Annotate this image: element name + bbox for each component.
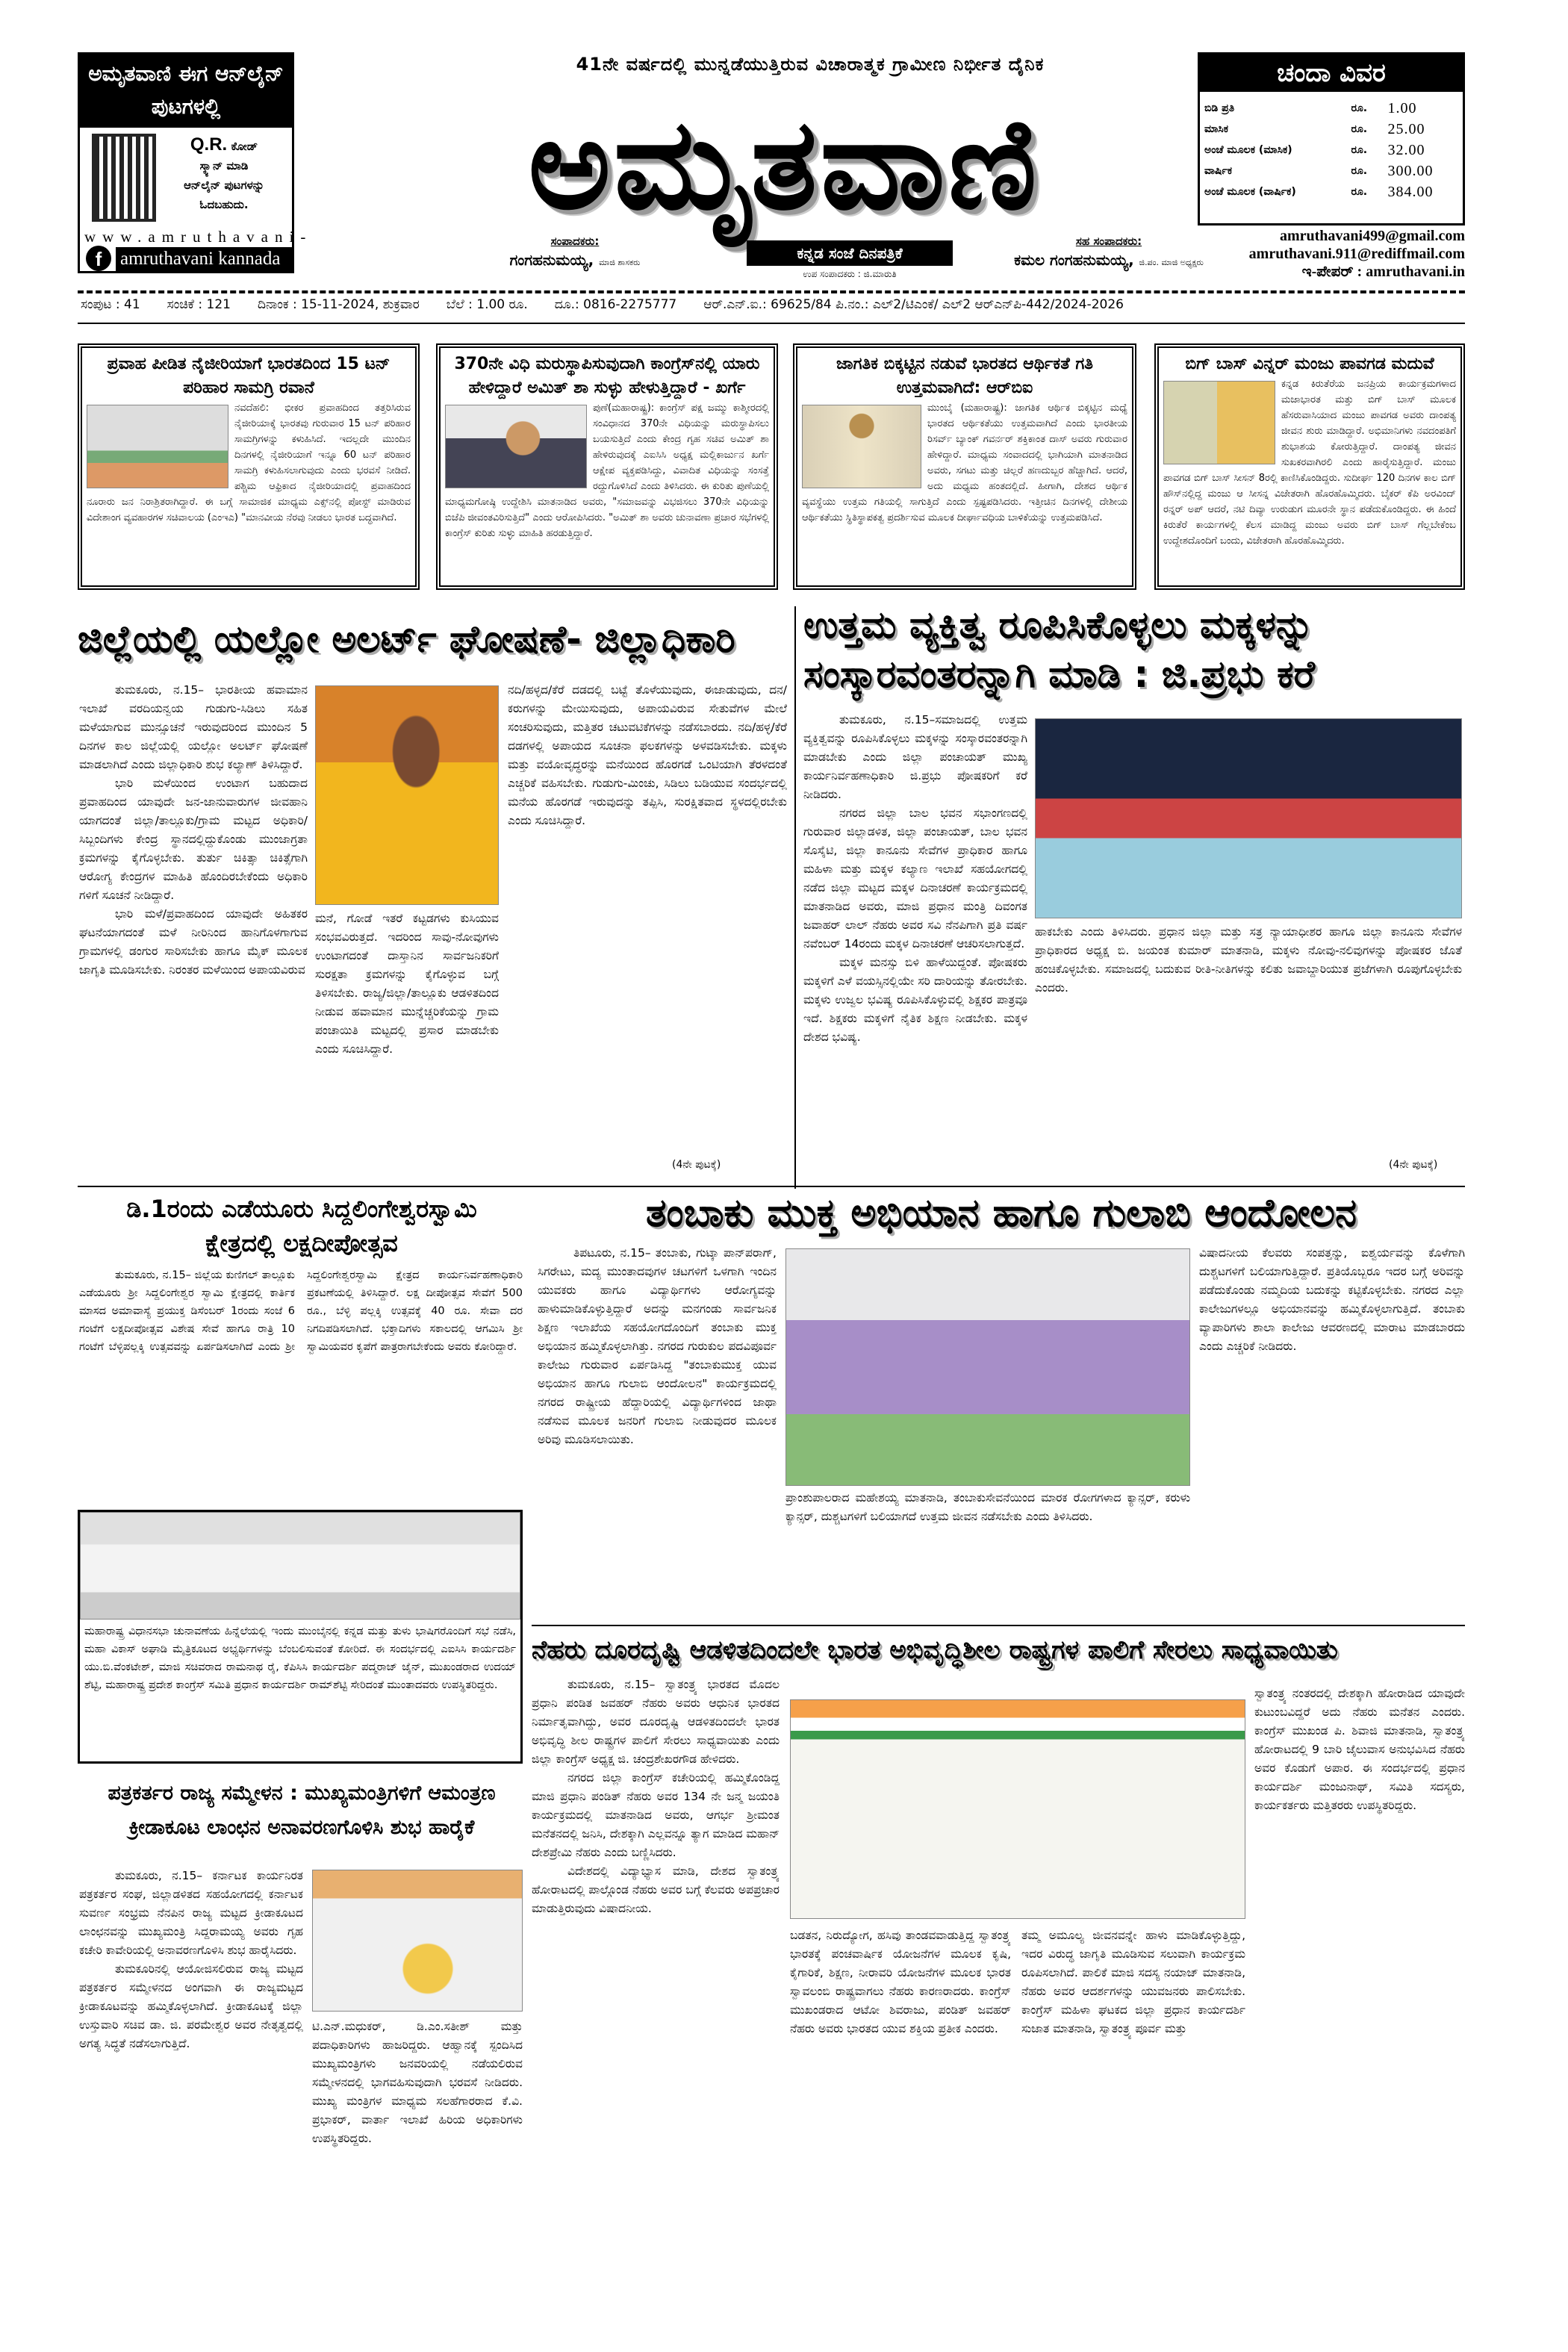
- top-story-rbi[interactable]: [793, 343, 1136, 590]
- subscription-label: ಮಾಸಿಕ: [1204, 123, 1228, 135]
- subscription-row: [1200, 140, 1463, 161]
- email-primary[interactable]: amruthavani499@gmail.com: [1279, 228, 1465, 244]
- co-editor-role: ಸಹ ಸಂಪಾದಕರು:: [1075, 234, 1142, 248]
- top-story-headline: ಪ್ರವಾಹ ಪೀಡಿತ ನೈಜೀರಿಯಾಗೆ ಭಾರತದಿಂದ 15 ಟನ್ ಪರಿಹಾರ ಸಾಮಗ್ರಿ ರವಾನೆ: [107, 355, 391, 397]
- phone: ದೂ.: 0816-2275777: [554, 297, 677, 312]
- facebook-icon: f: [86, 246, 111, 271]
- top-story-body: ಮುಂಬೈ (ಮಹಾರಾಷ್ಟ್ರ): ಜಾಗತಿಕ ಆರ್ಥಿಕ ಬಿಕ್ಕಟ್ಟಿನ ಮಧ್ಯೆ ಭಾರತದ ಆರ್ಥಿಕತೆಯು ಉತ್ತಮವಾಗಿದೆ ಎಂದು ಭಾರತೀಯ ರಿಸರ್ವ್ ಬ್ಯಾಂಕ್ ಗವರ್ನರ್ ಶಕ್ತಿಕಾಂತ ದಾಸ್ ಅವರು ಗುರುವಾರ ಹೇಳಿದ್ದಾರೆ. ಮಾಧ್ಯಮ ಸಂವಾದದಲ್ಲಿ ಭಾಗಿಯಾಗಿ ಮಾತನಾಡಿದ ಅವರು, ಸಗಟು ಮತ್ತು ಚಿಲ್ಲರೆ ಹಣದುಬ್ಬರ ಹೆಚ್ಚಾಗಿದೆ. ಆದರೆ, ಅದು ಮಧ್ಯಮ ಹಂತದಲ್ಲಿದೆ. ಹೀಗಾಗಿ, ದೇಶದ ಆರ್ಥಿಕ ವ್ಯವಸ್ಥೆಯು ಉತ್ತಮ ಗತಿಯಲ್ಲಿ ಸಾಗುತ್ತಿದೆ ಎಂದು ಸ್ಪಷ್ಟಪಡಿಸಿದರು. ಇತ್ತೀಚಿನ ದಿನಗಳಲ್ಲಿ ದೇಶೀಯ ಆರ್ಥಿಕತೆಯು ಸ್ಥಿತಿಸ್ಥಾಪಕತ್ವ ಪ್ರದರ್ಶಿಸುವ ಮೂಲಕ ದೀರ್ಘಾವಧಿಯ ಬಾಳಿಕೆಯನ್ನು ಉತ್ತಮಪಡಿಸಿದೆ.: [802, 402, 1127, 523]
- qr-instructions: [161, 135, 287, 214]
- rbi-governor-photo: [802, 405, 921, 488]
- subscription-amount: 32.00: [1387, 142, 1425, 158]
- top-story-body: ಕನ್ನಡ ಕಿರುತೆರೆಯ ಜನಪ್ರಿಯ ಕಾರ್ಯಕ್ರಮಗಳಾದ ಮಜಾಭಾರತ ಮತ್ತು ಬಿಗ್ ಬಾಸ್ ಮೂಲಕ ಹೆಸರುವಾಸಿಯಾದ ಮಂಜು ಪಾವಗಡ ಅವರು ದಾಂಪತ್ಯ ಜೀವನ ಶುರು ಮಾಡಿದ್ದಾರೆ. ಅಭಿಮಾನಿಗಳು ನವದಂಪತಿಗೆ ಶುಭಾಶಯ ಕೋರುತ್ತಿದ್ದಾರೆ. ದಾಂಪತ್ಯ ಜೀವನ ಸುಖಕರವಾಗಿರಲಿ ಎಂದು ಹಾರೈಸುತ್ತಿದ್ದಾರೆ. ಮಂಜು ಪಾವಗಡ ಬಿಗ್ ಬಾಸ್ ಸೀಸನ್ 8ರಲ್ಲಿ ಕಾಣಿಸಿಕೊಂಡಿದ್ದರು. ಸುದೀರ್ಘ 120 ದಿನಗಳ ಕಾಲ ಬಿಗ್ ಹೌಸ್‌ನಲ್ಲಿದ್ದ ಮಂಜು ಆ ಸೀಸನ್ನ ವಿಜೇತರಾಗಿ ಹೊರಹೊಮ್ಮಿದರು. ಬೈಕರ್ ಕೆಪಿ ಅರವಿಂದ್ ರನ್ನರ್ ಅಪ್ ಆದರೆ, ನಟಿ ದಿವ್ಯಾ ಉರುಡುಗ ಮೂರನೇ ಸ್ಥಾನ ಪಡೆದುಕೊಂಡಿದ್ದರು. ಈ ಹಿಂದೆ ಕಿರುತೆರೆ ಕಾರ್ಯಗಳಲ್ಲಿ ಕೆಲಸ ಮಾಡಿದ್ದ ಮಂಜು ಅವರು ಬಿಗ್ ಬಾಸ್ ಗೆಲ್ಲಬೇಕೆಂಬ ಉದ್ದೇಶದೊಂದಿಗೆ ಬಂದು, ವಿಜೇತರಾಗಿ ಹೊರಹೊಮ್ಮಿದರು.: [1163, 379, 1456, 547]
- relief-material-photo: [87, 405, 228, 488]
- subscription-label: ಅಂಚೆ ಮೂಲಕ (ವಾರ್ಷಿಕ): [1204, 186, 1296, 198]
- volume: ಸಂಪುಟ : 41: [81, 297, 140, 312]
- wedding-photo: [1163, 381, 1275, 464]
- nehru-jayanti-photo: [790, 1699, 1245, 1919]
- continued-label[interactable]: (4ನೇ ಪುಟಕ್ಕೆ): [672, 1159, 721, 1171]
- price: ಬೆಲೆ : 1.00 ರೂ.: [446, 297, 528, 312]
- top-story-headline: ಜಾಗತಿಕ ಬಿಕ್ಕಟ್ಟಿನ ನಡುವೆ ಭಾರತದ ಆರ್ಥಿಕತೆ ಗತಿ ಉತ್ತಮವಾಗಿದೆ: ಆರ್‌ಬಿಐ: [836, 355, 1093, 397]
- lakshadeepotsava-body: [79, 1266, 523, 1490]
- top-story-bigboss[interactable]: [1154, 343, 1465, 590]
- registration: ಆರ್.ಎನ್.ಐ.: 69625/84 ಪಿ.ನಂ.: ಎಲ್2/ಟಿಎಂಕೆ/ ಎಲ್2 ಆರ್‌ಎನ್‌ಪಿ-442/2024-2026: [703, 297, 1124, 312]
- paragraph: ವಿದೇಶದಲ್ಲಿ ವಿದ್ಯಾಭ್ಯಾಸ ಮಾಡಿ, ದೇಶದ ಸ್ವಾತಂತ್ರ್ಯ ಹೋರಾಟದಲ್ಲಿ ಪಾಲ್ಗೊಂಡ ನೆಹರು ಅವರ ಬಗ್ಗೆ ಕೆಲವರು ಅಪಪ್ರಚಾರ ಮಾಡುತ್ತಿರುವುದು ವಿಷಾದನೀಯ.: [532, 1864, 780, 1915]
- issue-date: ದಿನಾಂಕ : 15-11-2024, ಶುಕ್ರವಾರ: [257, 297, 420, 312]
- subscription-amount: 384.00: [1387, 184, 1434, 200]
- headline-lakshadeepotsava-2: ಕ್ಷೇತ್ರದಲ್ಲಿ ಲಕ್ಷದೀಪೋತ್ಸವ: [205, 1229, 398, 1257]
- epaper-link[interactable]: ಇ-ಪೇಪರ್ : amruthavani.in: [1301, 264, 1465, 280]
- subscription-table: [1200, 98, 1463, 202]
- district-collector-photo: [315, 685, 499, 905]
- currency: ರೂ.: [1351, 102, 1368, 114]
- qr-line1: ಕೋಡ್: [231, 140, 258, 153]
- paragraph: ಮಕ್ಕಳ ಮನಸ್ಸು ಬಿಳಿ ಹಾಳೆಯಿದ್ದಂತೆ. ಪೋಷಕರು ಮಕ್ಕಳಿಗೆ ಎಳೆ ವಯಸ್ಸಿನಲ್ಲಿಯೇ ಸರಿ ದಾರಿಯನ್ನು ತೋರಬೇಕು. ಮಕ್ಕಳು ಉಜ್ವಲ ಭವಿಷ್ಯ ರೂಪಿಸಿಕೊಳ್ಳುವಲ್ಲಿ ಶಿಕ್ಷಕರ ಪಾತ್ರವೂ ಇದೆ. ಶಿಕ್ಷಕರು ಮಕ್ಕಳಿಗೆ ನೈತಿಕ ಶಿಕ್ಷಣ ನೀಡಬೇಕು. ಮಕ್ಕಳ ದೇಶದ ಭವಿಷ್ಯ.: [803, 956, 1027, 1044]
- yellow-alert-col3: [508, 681, 787, 1156]
- headline-yellow-alert: ಜಿಲ್ಲೆಯಲ್ಲಿ ಯಲ್ಲೋ ಅಲರ್ಟ್ ಘೋಷಣೆ- ಜಿಲ್ಲಾಧಿಕಾರಿ: [78, 617, 735, 661]
- paragraph: ತುಮಕೂರು, ನ.15–ಸಮಾಜದಲ್ಲಿ ಉತ್ತಮ ವ್ಯಕ್ತಿತ್ವವನ್ನು ರೂಪಿಸಿಕೊಳ್ಳಲು ಮಕ್ಕಳನ್ನು ಸಂಸ್ಕಾರವಂತರನ್ನಾಗಿ ಮಾಡಬೇಕು ಎಂದು ಜಿಲ್ಲಾ ಪಂಚಾಯತ್ ಮುಖ್ಯ ಕಾರ್ಯನಿರ್ವಹಣಾಧಿಕಾರಿ ಜಿ.ಪ್ರಭು ಪೋಷಕರಿಗೆ ಕರೆ ನೀಡಿದರು.: [803, 713, 1027, 801]
- facebook-handle: amruthavani kannada: [116, 247, 292, 271]
- co-editor-title: ಜಿ.ಪಂ. ಮಾಜಿ ಅಧ್ಯಕ್ಷರು: [1139, 258, 1204, 267]
- photo-caption: ಮಹಾರಾಷ್ಟ್ರ ವಿಧಾನಸಭಾ ಚುನಾವಣೆಯ ಹಿನ್ನೆಲೆಯಲ್ಲಿ ಇಂದು ಮುಂಬೈನಲ್ಲಿ ಕನ್ನಡ ಮತ್ತು ತುಳು ಭಾಷಿಗರೊಂದಿಗೆ ಸಭೆ ನಡೆಸಿ, ಮಹಾ ವಿಕಾಸ್ ಅಘಾಡಿ ಮೈತ್ರಿಕೂಟದ ಅಭ್ಯರ್ಥಿಗಳನ್ನು ಬೆಂಬಲಿಸುವಂತೆ ಕೋರಿದೆ. ಈ ಸಂದರ್ಭದಲ್ಲಿ ಎಐಸಿಸಿ ಕಾರ್ಯದರ್ಶಿ ಯು.ಬಿ.ವೆಂಕಟೇಶ್, ಮಾಜಿ ಸಚಿವರಾದ ರಾಮನಾಥ ರೈ, ಕೆಪಿಸಿಸಿ ಕಾರ್ಯದರ್ಶಿ ಪದ್ಮರಾಜ್ ಜೈನ್, ಮುಖಂಡರಾದ ಉದಯ್ ಶೆಟ್ಟಿ, ಮಹಾರಾಷ್ಟ್ರ ಪ್ರದೇಶ ಕಾಂಗ್ರೆಸ್ ಸಮಿತಿ ಪ್ರಧಾನ ಕಾರ್ಯದರ್ಶಿ ರಾಮ್‌ಶೆಟ್ಟಿ ಸೇರಿದಂತೆ ಮುಂತಾದವರು ಉಪಸ್ಥಿತರಿದ್ದರು.: [84, 1625, 516, 1691]
- facebook-link[interactable]: [86, 247, 290, 271]
- qr-code-icon[interactable]: [92, 134, 156, 222]
- paragraph: ಭಾರಿ ಮಳೆಯಿಂದ ಉಂಟಾಗ ಬಹುದಾದ ಪ್ರವಾಹದಿಂದ ಯಾವುದೇ ಜನ-ಜಾನುವಾರುಗಳ ಜೀವಹಾನಿ ಯಾಗದಂತೆ ಜಿಲ್ಲಾ/ತಾಲ್ಲೂಕು/ಗ್ರಾಮ ಮಟ್ಟದ ಅಧಿಕಾರಿ/ಸಿಬ್ಬಂದಿಗಳು ಕೇಂದ್ರ ಸ್ಥಾನದಲ್ಲಿದ್ದುಕೊಂಡು ಮುಂಜಾಗ್ರತಾ ಕ್ರಮಗಳನ್ನು ಕೈಗೊಳ್ಳಬೇಕು. ತುರ್ತು ಚಿಕಿತ್ಸಾ ಚಿಕಿತ್ಸೆಗಾಗಿ ಆರೋಗ್ಯ ಕೇಂದ್ರಗಳ ಮಾಹಿತಿ ಹೊಂದಿರಬೇಕೆಂದು ಅಧಿಕಾರಿ ಗಳಿಗೆ ಸೂಚನೆ ನೀಡಿದ್ದಾರೆ.: [79, 777, 308, 902]
- subscription-amount: 25.00: [1387, 121, 1425, 137]
- subscription-label: ವಾರ್ಷಿಕ: [1204, 165, 1233, 177]
- currency: ರೂ.: [1351, 144, 1368, 156]
- paragraph: ನಗರದ ಜಿಲ್ಲಾ ಬಾಲ ಭವನ ಸಭಾಂಗಣದಲ್ಲಿ ಗುರುವಾರ ಜಿಲ್ಲಾಡಳಿತ, ಜಿಲ್ಲಾ ಪಂಚಾಯತ್, ಬಾಲ ಭವನ ಸೊಸೈಟಿ, ಜಿಲ್ಲಾ ಕಾನೂನು ಸೇವೆಗಳ ಪ್ರಾಧಿಕಾರ ಹಾಗೂ ಮಹಿಳಾ ಮತ್ತು ಮಕ್ಕಳ ಕಲ್ಯಾಣ ಇಲಾಖೆ ಸಹಯೋಗದಲ್ಲಿ ನಡೆದ ಜಿಲ್ಲಾ ಮಟ್ಟದ ಮಕ್ಕಳ ದಿನಾಚರಣೆ ಕಾರ್ಯಕ್ರಮದಲ್ಲಿ ಮಾತನಾಡಿದ ಅವರು, ಮಾಜಿ ಪ್ರಧಾನ ಮಂತ್ರಿ ದಿವಂಗತ ಜವಾಹರ್ ಲಾಲ್ ನೆಹರು ಅವರ ಸವಿ ನೆನಪಿಗಾಗಿ ಪ್ರತಿ ವರ್ಷ ನವೆಂಬರ್ 14ರಂದು ಮಕ್ಕಳ ದಿನಾಚರಣೆ ಆಚರಿಸಲಾಗುತ್ತದೆ.: [803, 806, 1027, 951]
- online-edition-promo: [78, 52, 313, 273]
- paragraph: ನಗರದ ಜಿಲ್ಲಾ ಕಾಂಗ್ರೆಸ್ ಕಚೇರಿಯಲ್ಲಿ ಹಮ್ಮಿಕೊಂಡಿದ್ದ ಮಾಜಿ ಪ್ರಧಾನಿ ಪಂಡಿತ್ ನೆಹರು ಅವರ 134 ನೇ ಜನ್ಮ ಜಯಂತಿ ಕಾರ್ಯಕ್ರಮದಲ್ಲಿ ಮಾತನಾಡಿದ ಅವರು, ಆಗರ್ಭ ಶ್ರೀಮಂತ ಮನೆತನದಲ್ಲಿ ಜನಿಸಿ, ದೇಶಕ್ಕಾಗಿ ಎಲ್ಲವನ್ನೂ ತ್ಯಾಗ ಮಾಡಿದ ಮಹಾನ್ ದೇಶಪ್ರೇಮಿ ನೆಹರು ಎಂದು ಬಣ್ಣಿಸಿದರು.: [532, 1771, 780, 1859]
- meeting-photo: [80, 1512, 520, 1620]
- issue-number: ಸಂಚಿಕೆ : 121: [167, 297, 231, 312]
- paper-type: ಕನ್ನಡ ಸಂಜೆ ದಿನಪತ್ರಿಕೆ: [747, 240, 953, 266]
- paragraph: ಹಾಕಬೇಕು ಎಂದು ತಿಳಿಸಿದರು. ಪ್ರಧಾನ ಜಿಲ್ಲಾ ಮತ್ತು ಸತ್ರ ನ್ಯಾಯಾಧೀಶರ ಹಾಗೂ ಜಿಲ್ಲಾ ಕಾನೂನು ಸೇವೆಗಳ ಪ್ರಾಧಿಕಾರದ ಅಧ್ಯಕ್ಷ ಬಿ. ಜಯಂತ ಕುಮಾರ್ ಮಾತನಾಡಿ, ಮಕ್ಕಳು ನೋವು-ನಲಿವುಗಳನ್ನು ಪೋಷಕರ ಜೊತೆ ಹಂಚಿಕೊಳ್ಳಬೇಕು. ಸಮಾಜದಲ್ಲಿ ಬದುಕುವ ರೀತಿ-ನೀತಿಗಳನ್ನು ಕಲಿತು ಜವಾಬ್ದಾರಿಯುತ ಪ್ರಜೆಗಳಾಗಿ ರೂಪುಗೊಳ್ಳಬೇಕು ಎಂದರು.: [1035, 925, 1462, 995]
- email-secondary[interactable]: amruthavani.911@rediffmail.com: [1248, 246, 1465, 262]
- tobacco-col2: [785, 1489, 1190, 1616]
- currency: ರೂ.: [1351, 123, 1368, 135]
- paragraph: ಪ್ರಾಂಶುಪಾಲರಾದ ಮಹೇಶಯ್ಯ ಮಾತನಾಡಿ, ತಂಬಾಕುಸೇವನೆಯಿಂದ ಮಾರಕ ರೋಗಗಳಾದ ಕ್ಯಾನ್ಸರ್, ಕರುಳು ಕ್ಯಾನ್ಸರ್, ದುಶ್ಚಟಗಳಿಗೆ ಬಲಿಯಾಗದೆ ಉತ್ತಮ ಜೀವನ ನಡೆಸಬೇಕು ಎಂದು ತಿಳಿಸಿದರು.: [785, 1491, 1190, 1523]
- kharge-photo: [445, 405, 587, 488]
- headline-lakshadeepotsava-1: ಡಿ.1ರಂದು ಎಡೆಯೂರು ಸಿದ್ದಲಿಂಗೇಶ್ವರಸ್ವಾಮಿ: [126, 1195, 477, 1223]
- editor-title: ಮಾಜಿ ಶಾಸಕರು: [599, 258, 641, 267]
- headline-journalists-2: ಕ್ರೀಡಾಕೂಟ ಲಾಂಛನ ಅನಾವರಣಗೊಳಿಸಿ ಶುಭ ಹಾರೈಕೆ: [128, 1816, 475, 1839]
- headline-children-1: ಉತ್ತಮ ವ್ಯಕ್ತಿತ್ವ ರೂಪಿಸಿಕೊಳ್ಳಲು ಮಕ್ಕಳನ್ನು: [803, 603, 1314, 647]
- paragraph: ತುಮಕೂರು, ನ.15– ಕರ್ನಾಟಕ ಕಾರ್ಯನಿರತ ಪತ್ರಕರ್ತರ ಸಂಘ, ಜಿಲ್ಲಾಡಳಿತದ ಸಹಯೋಗದಲ್ಲಿ ಕರ್ನಾಟಕ ಸುವರ್ಣ ಸಂಭ್ರಮ ನೆನಪಿನ ರಾಜ್ಯ ಮಟ್ಟದ ಕ್ರೀಡಾಕೂಟದ ಲಾಂಛನವನ್ನು ಮುಖ್ಯಮಂತ್ರಿ ಸಿದ್ದರಾಮಯ್ಯ ಅವರು ಗೃಹ ಕಚೇರಿ ಕಾವೇರಿಯಲ್ಲಿ ಅನಾವರಣಗೊಳಿಸಿ ಶುಭ ಹಾರೈಸಿದರು.: [79, 1869, 303, 1957]
- paragraph: ಬಡತನ, ನಿರುದ್ಯೋಗ, ಹಸಿವು ತಾಂಡವವಾಡುತ್ತಿದ್ದ ಸ್ವಾತಂತ್ರ್ಯ ಭಾರತಕ್ಕೆ ಪಂಚವಾರ್ಷಿಕ ಯೋಜನೆಗಳ ಮೂಲಕ ಕೃಷಿ, ಕೈಗಾರಿಕೆ, ಶಿಕ್ಷಣ, ನೀರಾವರಿ ಯೋಜನೆಗಳ ಮೂಲಕ ಭಾರತ ಸ್ವಾವಲಂಬಿ ರಾಷ್ಟ್ರವಾಗಲು ನೆಹರು ಕಾರಣರಾದರು. ಕಾಂಗ್ರೆಸ್ ಮುಖಂಡರಾದ ಆಟೋ ಶಿವರಾಜು, ಪಂಡಿತ್ ಜವಹರ್ ನೆಹರು ಅವರು ಭಾರತದ ಯುವ ಶಕ್ತಿಯ ಪ್ರತೀಕ ಎಂದರು.: [790, 1929, 1011, 2035]
- subscription-box: [1198, 52, 1465, 225]
- paragraph: ಟಿ.ಎನ್.ಮಧುಕರ್, ಡಿ.ಎಂ.ಸತೀಶ್ ಮತ್ತು ಪದಾಧಿಕಾರಿಗಳು ಹಾಜರಿದ್ದರು. ಆಹ್ವಾನಕ್ಕೆ ಸ್ಪಂದಿಸಿದ ಮುಖ್ಯಮಂತ್ರಿಗಳು ಜನವರಿಯಲ್ಲಿ ನಡೆಯಲಿರುವ ಸಮ್ಮೇಳನದಲ್ಲಿ ಭಾಗವಹಿಸುವುದಾಗಿ ಭರವಸೆ ನೀಡಿದರು. ಮುಖ್ಯ ಮಂತ್ರಿಗಳ ಮಾಧ್ಯಮ ಸಲಹೆಗಾರರಾದ ಕೆ.ವಿ. ಪ್ರಭಾಕರ್, ವಾರ್ತಾ ಇಲಾಖೆ ಹಿರಿಯ ಅಧಿಕಾರಿಗಳು ಉಪಸ್ಥಿತರಿದ್ದರು.: [312, 2020, 523, 2145]
- section-rule: [532, 1625, 1465, 1626]
- top-story-headline: ಬಿಗ್ ಬಾಸ್ ವಿನ್ನರ್ ಮಂಜು ಪಾವಗಡ ಮದುವೆ: [1185, 355, 1434, 373]
- editor-name: ಗಂಗಹನುಮಯ್ಯ,: [509, 251, 594, 269]
- issue-info-strip: [81, 297, 1469, 312]
- subscription-amount: 1.00: [1387, 100, 1417, 116]
- sub-editor: ಉಪ ಸಂಪಾದಕರು : ಜಿ.ಮಾರುತಿ: [803, 269, 897, 279]
- editor-role: ಸಂಪಾದಕರು:: [550, 234, 600, 248]
- top-story-nigeria[interactable]: [78, 343, 420, 590]
- nehru-col1: [532, 1676, 780, 2318]
- yellow-alert-col2: [315, 909, 499, 1174]
- headline-nehru: ನೆಹರು ದೂರದೃಷ್ಟಿ ಆಡಳಿತದಿಂದಲೇ ಭಾರತ ಅಭಿವೃದ್ಧಿಶೀಲ ರಾಷ್ಟ್ರಗಳ ಪಾಲಿಗೆ ಸೇರಲು ಸಾಧ್ಯವಾಯಿತು: [532, 1635, 1338, 1665]
- masthead-divider: [78, 290, 1465, 293]
- section-rule: [78, 1186, 1465, 1187]
- headline-tobacco: ತಂಬಾಕು ಮುಕ್ತ ಅಭಿಯಾನ ಹಾಗೂ ಗುಲಾಬಿ ಆಂದೋಲನ: [645, 1191, 1357, 1236]
- paragraph: ತುಮಕೂರು, ನ.15– ಸ್ವಾತಂತ್ರ್ಯ ಭಾರತದ ಮೊದಲ ಪ್ರಧಾನಿ ಪಂಡಿತ ಜವಹರ್ ನೆಹರು ಅವರು ಆಧುನಿಕ ಭಾರತದ ನಿರ್ಮಾತೃವಾಗಿದ್ದು, ಅವರ ದೂರದೃಷ್ಟಿ ಆಡಳಿತದಿಂದಲೇ ಭಾರತ ಅಭಿವೃದ್ಧಿ ಶೀಲ ರಾಷ್ಟ್ರಗಳ ಪಾಲಿಗೆ ಸೇರಲು ಸಾಧ್ಯವಾಯಿತು ಎಂದು ಜಿಲ್ಲಾ ಕಾಂಗ್ರೆಸ್ ಅಧ್ಯಕ್ಷ ಜಿ. ಚಂದ್ರಶೇಖರಗೌಡ ಹೇಳಿದರು.: [532, 1678, 780, 1766]
- weekday: ಶುಕ್ರವಾರ: [382, 297, 420, 312]
- website-link[interactable]: www.amruthavani-: [84, 228, 313, 246]
- paragraph: ತುಮಕೂರು, ನ.15– ಭಾರತೀಯ ಹವಾಮಾನ ಇಲಾಖೆ ವರದಿಯನ್ವಯ ಗುಡುಗು-ಸಿಡಿಲು ಸಹಿತ ಮಳೆಯಾಗುವ ಮುನ್ಸೂಚನೆ ಇರುವುದರಿಂದ ಮುಂದಿನ 5 ದಿನಗಳ ಕಾಲ ಜಿಲ್ಲೆಯಲ್ಲಿ ಯಲ್ಲೋ ಅಲರ್ಟ್ ಘೋಷಣೆ ಮಾಡಲಾಗಿದೆ ಎಂದು ಜಿಲ್ಲಾಧಿಕಾರಿ ಶುಭ ಕಲ್ಯಾಣ್ ತಿಳಿಸಿದ್ದಾರೆ.: [79, 683, 308, 771]
- editor-block: [448, 234, 702, 269]
- tobacco-rally-photo: [785, 1248, 1190, 1486]
- subscription-label: ಬಿಡಿ ಪ್ರತಿ: [1204, 102, 1235, 114]
- tobacco-col3: [1199, 1244, 1465, 1617]
- nehru-col4: [1254, 1684, 1465, 2318]
- paragraph: ತಿಪಟೂರು, ನ.15– ತಂಬಾಕು, ಗುಟ್ಕಾ ಪಾನ್‌ಪರಾಗ್, ಸಿಗರೇಟು, ಮದ್ಯ ಮುಂತಾದವುಗಳ ಚಟಗಳಿಗೆ ಒಳಗಾಗಿ ಇಂದಿನ ಯುವಕರು ಹಾಗೂ ವಿದ್ಯಾರ್ಥಿಗಳು ಆರೋಗ್ಯವನ್ನು ಹಾಳುಮಾಡಿಕೊಳ್ಳುತ್ತಿದ್ದಾರೆ ಅದನ್ನು ಮನಗಂಡು ಸಾರ್ವಜನಿಕ ಶಿಕ್ಷಣ ಇಲಾಖೆಯ ಸಹಯೋಗದೊಂದಿಗೆ ತಂಬಾಕು ಮುಕ್ತ ಅಭಿಯಾನ ಹಮ್ಮಿಕೊಳ್ಳಲಾಗಿತ್ತು. ನಗರದ ಗುರುಕುಲ ಪದವಿಪೂರ್ವ ಕಾಲೇಜು ಗುರುವಾರ ಏರ್ಪಡಿಸಿದ್ದ "ತಂಬಾಕುಮುಕ್ತ ಯುವ ಅಭಿಯಾನ ಹಾಗೂ ಗುಲಾಬಿ ಆಂದೋಲನ" ಕಾರ್ಯಕ್ರಮದಲ್ಲಿ ನಗರದ ರಾಷ್ಟ್ರೀಯ ಹೆದ್ದಾರಿಯಲ್ಲಿ ವಿದ್ಯಾರ್ಥಿಗಳಿಂದ ಜಾಥಾ ನಡೆಸುವ ಮೂಲಕ ಜನರಿಗೆ ಗುಲಾಬಿ ನೀಡುವುದರ ಮೂಲಕ ಅರಿವು ಮೂಡಿಸಲಾಯಿತು.: [538, 1246, 777, 1446]
- journalists-col1: [79, 1867, 303, 2318]
- paragraph: ತುಮಕೂರಿನಲ್ಲಿ ಆಯೋಜಿಸಲಿರುವ ರಾಜ್ಯ ಮಟ್ಟದ ಪತ್ರಕರ್ತರ ಸಮ್ಮೇಳನದ ಅಂಗವಾಗಿ ಈ ರಾಜ್ಯಮಟ್ಟದ ಕ್ರೀಡಾಕೂಟವನ್ನು ಹಮ್ಮಿಕೊಳ್ಳಲಾಗಿದೆ. ಕ್ರೀಡಾಕೂಟಕ್ಕೆ ಜಿಲ್ಲಾ ಉಸ್ತುವಾರಿ ಸಚಿವ ಡಾ. ಜಿ. ಪರಮೇಶ್ವರ ಅವರ ನೇತೃತ್ವದಲ್ಲಿ ಅಗತ್ಯ ಸಿದ್ಧತೆ ನಡೆಸಲಾಗುತ್ತಿದೆ.: [79, 1962, 303, 2050]
- promo-heading: ಅಮೃತವಾಣಿ ಈಗ ಆನ್‌ಲೈನ್ ಪುಟಗಳಲ್ಲಿ: [80, 55, 292, 128]
- qr-line4: ಓದಬಹುದು.: [199, 198, 249, 211]
- nehru-col3: [1021, 1926, 1245, 2318]
- co-editor-name: ಕಮಲ ಗಂಗಹನುಮಯ್ಯ,: [1014, 251, 1134, 269]
- co-editor-block: [993, 234, 1225, 269]
- logo-unveiling-photo: [312, 1870, 523, 2012]
- column-rule: [794, 606, 796, 1189]
- continued-label[interactable]: (4ನೇ ಪುಟಕ್ಕೆ): [1389, 1159, 1438, 1171]
- headline-children-2: ಸಂಸ್ಕಾರವಂತರನ್ನಾಗಿ ಮಾಡಿ : ಜಿ.ಪ್ರಭು ಕರೆ: [803, 653, 1316, 696]
- subscription-row: [1200, 98, 1463, 119]
- yellow-alert-col1: [79, 681, 308, 1174]
- children-col1: [803, 711, 1027, 1181]
- currency: ರೂ.: [1351, 186, 1368, 198]
- paragraph: ನದಿ/ಹಳ್ಳದ/ಕೆರೆ ದಡದಲ್ಲಿ ಬಟ್ಟೆ ತೊಳೆಯುವುದು, ಈಜಾಡುವುದು, ದನ/ಕರುಗಳನ್ನು ಮೇಯಿಸುವುದು, ಅಪಾಯವಿರುವ ಸೇತುವೆಗಳ ಮೇಲೆ ಸಂಚರಿಸುವುದು, ಮತ್ತಿತರ ಚಟುವಟಿಕೆಗಳನ್ನು ನಡೆಸಬಾರದು. ನದಿ/ಹಳ್ಳ/ಕೆರೆ ದಡಗಳಲ್ಲಿ ಅಪಾಯದ ಸೂಚನಾ ಫಲಕಗಳನ್ನು ಅಳವಡಿಸಬೇಕು. ಮಕ್ಕಳು ಮತ್ತು ವಯೋವೃದ್ಧರನ್ನು ಮನೆಯಿಂದ ಹೊರಗಡೆ ಒಂಟಿಯಾಗಿ ತೆರಳದಂತೆ ಎಚ್ಚರಿಕೆ ವಹಿಸಬೇಕು. ಗುಡುಗು-ಮಿಂಚು, ಸಿಡಿಲು ಬಡಿಯುವ ಸಂದರ್ಭದಲ್ಲಿ ಮನೆಯ ಹೊರಗಡೆ ಇರುವುದನ್ನು ತಪ್ಪಿಸಿ, ಸುರಕ್ಷಿತವಾದ ಸ್ಥಳದಲ್ಲಿರಬೇಕು ಎಂದು ಸೂಚಿಸಿದ್ದಾರೆ.: [508, 683, 787, 827]
- nehru-col2: [790, 1926, 1011, 2318]
- top-story-body: ನವದೆಹಲಿ: ಭೀಕರ ಪ್ರವಾಹದಿಂದ ತತ್ತರಿಸಿರುವ ನೈಜೀರಿಯಾಕ್ಕೆ ಭಾರತವು ಗುರುವಾರ 15 ಟನ್ ಪರಿಹಾರ ಸಾಮಗ್ರಿಗಳನ್ನು ಕಳುಹಿಸಿದೆ. ಇದಲ್ಲದೇ ಮುಂದಿನ ದಿನಗಳಲ್ಲಿ ನೈಜೀರಿಯಾಗೆ ಇನ್ನೂ 60 ಟನ್ ಪರಿಹಾರ ಸಾಮಗ್ರಿ ಕಳುಹಿಸಲಾಗುವುದು ಎಂದು ಭರವಸೆ ನೀಡಿದೆ. ಪಶ್ಚಿಮ ಆಫ್ರಿಕಾದ ನೈಜೀರಿಯಾದಲ್ಲಿ ಪ್ರವಾಹದಿಂದ ನೂರಾರು ಜನ ನಿರಾಶ್ರಿತರಾಗಿದ್ದಾರೆ. ಈ ಬಗ್ಗೆ ಸಾಮಾಜಿಕ ಮಾಧ್ಯಮ ಎಕ್ಸ್‌ನಲ್ಲಿ ಪೋಸ್ಟ್ ಮಾಡಿರುವ ವಿದೇಶಾಂಗ ವ್ಯವಹಾರಗಳ ಸಚಿವಾಲಯ (ಎಂಇಎ) "ಮಾನವೀಯ ನೆರವು ನೀಡಲು ಭಾರತ ಬದ್ಧವಾಗಿದೆ.: [87, 402, 411, 523]
- newspaper-title: ಅಮೃತವಾಣಿ: [528, 91, 1040, 237]
- currency: ರೂ.: [1351, 165, 1368, 177]
- qr-line2: ಸ್ಕ್ಯಾನ್ ಮಾಡಿ: [199, 159, 249, 172]
- paragraph: ತುಮಕೂರು, ನ.15– ಜಿಲ್ಲೆಯ ಕುಣಿಗಲ್ ತಾಲ್ಲೂಕು ಎಡೆಯೂರು ಶ್ರೀ ಸಿದ್ದಲಿಂಗೇಶ್ವರ ಸ್ವಾಮಿ ಕ್ಷೇತ್ರದಲ್ಲಿ ಕಾರ್ತಿಕ ಮಾಸದ ಅಮಾವಾಸ್ಯೆ ಪ್ರಯುಕ್ತ ಡಿಸೆಂಬರ್ 1ರಂದು ಸಂಜೆ 6 ಗಂಟೆಗೆ ಲಕ್ಷದೀಪೋತ್ಸವ ವಿಶೇಷ ಸೇವೆ ಹಾಗೂ ರಾತ್ರಿ 10 ಗಂಟೆಗೆ ಬೆಳ್ಳಿಪಲ್ಲಕ್ಕಿ ಉತ್ಸವವನ್ನು ಏರ್ಪಡಿಸಲಾಗಿದೆ ಎಂದು ಶ್ರೀ ಸಿದ್ದಲಿಂಗೇಶ್ವರಸ್ವಾಮಿ ಕ್ಷೇತ್ರದ ಕಾರ್ಯನಿರ್ವಹಣಾಧಿಕಾರಿ ಪ್ರಕಟಣೆಯಲ್ಲಿ ತಿಳಿಸಿದ್ದಾರೆ. ಲಕ್ಷ ದೀಪೋತ್ಸವ ಸೇವೆಗೆ 500 ರೂ., ಬೆಳ್ಳಿ ಪಲ್ಲಕ್ಕಿ ಉತ್ಸವಕ್ಕೆ 40 ರೂ. ಸೇವಾ ದರ ನಿಗದಿಪಡಿಸಲಾಗಿದೆ. ಭಕ್ತಾದಿಗಳು ಸಕಾಲದಲ್ಲಿ ಆಗಮಿಸಿ ಶ್ರೀ ಸ್ವಾಮಿಯವರ ಕೃಪೆಗೆ ಪಾತ್ರರಾಗಬೇಕೆಂದು ಅವರು ಕೋರಿದ್ದಾರೆ.: [79, 1269, 523, 1353]
- paragraph: ಮನೆ, ಗೋಡೆ ಇತರೆ ಕಟ್ಟಡಗಳು ಕುಸಿಯುವ ಸಂಭವವಿರುತ್ತದೆ. ಇದರಿಂದ ಸಾವು-ನೋವುಗಳು ಉಂಟಾಗದಂತೆ ದಾಸ್ತಾನಿನ ಸಾರ್ವಜನಿಕರಿಗೆ ಸುರಕ್ಷತಾ ಕ್ರಮಗಳನ್ನು ಕೈಗೊಳ್ಳುವ ಬಗ್ಗೆ ತಿಳಿಸಬೇಕು. ರಾಜ್ಯ/ಜಿಲ್ಲಾ/ತಾಲ್ಲೂಕು ಆಡಳಿತದಿಂದ ನೀಡುವ ಹವಾಮಾನ ಮುನ್ನೆಚ್ಚರಿಕೆಯನ್ನು ಗ್ರಾಮ ಪಂಚಾಯಿತಿ ಮಟ್ಟದಲ್ಲಿ ಪ್ರಸಾರ ಮಾಡಬೇಕು ಎಂದು ಸೂಚಿಸಿದ್ದಾರೆ.: [315, 912, 499, 1056]
- paragraph: ತಮ್ಮ ಅಮೂಲ್ಯ ಜೀವನವನ್ನೇ ಹಾಳು ಮಾಡಿಕೊಳ್ಳುತ್ತಿದ್ದು, ಇದರ ವಿರುದ್ಧ ಜಾಗೃತಿ ಮೂಡಿಸುವ ಸಲುವಾಗಿ ಕಾರ್ಯಕ್ರಮ ರೂಪಿಸಲಾಗಿದೆ. ಪಾಲಿಕೆ ಮಾಜಿ ಸದಸ್ಯ ನಯಾಜ್ ಮಾತನಾಡಿ, ನೆಹರು ಅವರ ಆದರ್ಶಗಳನ್ನು ಯುವಜನರು ಪಾಲಿಸಬೇಕು. ಕಾಂಗ್ರೆಸ್ ಮಹಿಳಾ ಘಟಕದ ಜಿಲ್ಲಾ ಪ್ರಧಾನ ಕಾರ್ಯದರ್ಶಿ ಸುಜಾತ ಮಾತನಾಡಿ, ಸ್ವಾತಂತ್ರ್ಯ ಪೂರ್ವ ಮತ್ತು: [1021, 1929, 1245, 2035]
- journalists-col2: [312, 2017, 523, 2318]
- subscription-row: [1200, 119, 1463, 140]
- childrens-day-photo: [1035, 718, 1462, 918]
- headline-journalists-1: ಪತ್ರಕರ್ತರ ರಾಜ್ಯ ಸಮ್ಮೇಳನ : ಮುಖ್ಯಮಂತ್ರಿಗಳಿಗೆ ಆಮಂತ್ರಣ: [108, 1782, 496, 1805]
- top-story-kharge[interactable]: [436, 343, 778, 590]
- subscription-label: ಅಂಚೆ ಮೂಲಕ (ಮಾಸಿಕ): [1204, 144, 1292, 156]
- qr-label: Q.R.: [190, 134, 228, 155]
- paragraph: ವಿಷಾದನೀಯ ಕೆಲವರು ಸಂಪತ್ತನ್ನು, ಐಶ್ವರ್ಯವನ್ನು ಕೊಳೆಗಾಗಿ ದುಶ್ಚಟಗಳಿಗೆ ಬಲಿಯಾಗುತ್ತಿದ್ದಾರೆ. ಪ್ರತಿಯೊಬ್ಬರೂ ಇದರ ಬಗ್ಗೆ ಅರಿವನ್ನು ಪಡೆದುಕೊಂಡು ನಮ್ಮದಿಯ ಬದುಕನ್ನು ಕಟ್ಟಿಕೊಳ್ಳಬೇಕು. ನಗರದ ಎಲ್ಲಾ ಕಾಲೇಜುಗಳಲ್ಲೂ ಅಭಿಯಾನವನ್ನು ಹಮ್ಮಿಕೊಳ್ಳಲಾಗುತ್ತಿದೆ. ತಂಬಾಕು ವ್ಯಾಪಾರಿಗಳು ಶಾಲಾ ಕಾಲೇಜು ಆವರಣದಲ್ಲಿ ಮಾರಾಟ ಮಾಡಬಾರದು ಎಂದು ಎಚ್ಚರಿಕೆ ನೀಡಿದರು.: [1199, 1246, 1465, 1353]
- info-divider: [78, 323, 1465, 324]
- subscription-row: [1200, 161, 1463, 181]
- tobacco-col1: [538, 1244, 777, 1617]
- subscription-amount: 300.00: [1387, 163, 1434, 179]
- qr-line3: ಆನ್‌ಲೈನ್ ಪುಟಗಳನ್ನು: [184, 178, 264, 192]
- subscription-heading: ಚಂದಾ ವಿವರ: [1200, 55, 1463, 92]
- paragraph: ಸ್ವಾತಂತ್ರ್ಯ ನಂತರದಲ್ಲಿ ದೇಶಕ್ಕಾಗಿ ಹೋರಾಡಿದ ಯಾವುದೇ ಕುಟುಂಬವಿದ್ದರೆ ಅದು ನೆಹರು ಮನೆತನ ಎಂದರು. ಕಾಂಗ್ರೆಸ್ ಮುಖಂಡ ಪಿ. ಶಿವಾಜಿ ಮಾತನಾಡಿ, ಸ್ವಾತಂತ್ರ್ಯ ಹೋರಾಟದಲ್ಲಿ 9 ಬಾರಿ ಜೈಲುವಾಸ ಅನುಭವಿಸಿದ ನೆಹರು ಅವರ ಕೊಡುಗೆ ಅಪಾರ. ಈ ಸಂದರ್ಭದಲ್ಲಿ ಪ್ರಧಾನ ಕಾರ್ಯದರ್ಶಿ ಮಂಜುನಾಥ್, ಸಮಿತಿ ಸದಸ್ಯರು, ಕಾರ್ಯಕರ್ತರು ಮತ್ತಿತರರು ಉಪಸ್ಥಿತರಿದ್ದರು.: [1254, 1687, 1465, 1812]
- top-story-body: ಪುಣೆ(ಮಹಾರಾಷ್ಟ್ರ): ಕಾಂಗ್ರೆಸ್ ಪಕ್ಷ ಜಮ್ಮು ಕಾಶ್ಮೀರದಲ್ಲಿ ಸಂವಿಧಾನದ 370ನೇ ವಿಧಿಯನ್ನು ಮರುಸ್ಥಾಪಿಸಲು ಬಯಸುತ್ತಿದೆ ಎಂದು ಕೇಂದ್ರ ಗೃಹ ಸಚಿವ ಅಮಿತ್ ಶಾ ಹೇಳಿರುವುದಕ್ಕೆ ಎಐಸಿಸಿ ಅಧ್ಯಕ್ಷ ಮಲ್ಲಿಕಾರ್ಜುನ ಖರ್ಗೆ ಆಕ್ಷೇಪ ವ್ಯಕ್ತಪಡಿಸಿದ್ದು, ವಿವಾದಿತ ವಿಧಿಯನ್ನು ಸಂಸತ್ತೆ ರದ್ದುಗೊಳಿಸಿದೆ ಎಂದು ತಿಳಿಸಿದರು. ಈ ಕುರಿತು ಪುಣೆಯಲ್ಲಿ ಮಾಧ್ಯಮಗೋಷ್ಠಿ ಉದ್ದೇಶಿಸಿ ಮಾತನಾಡಿದ ಅವರು, "ಸಮಾಜವನ್ನು ವಿಭಜಿಸಲು 370ನೇ ವಿಧಿಯನ್ನು ಬಿಜೆಪಿ ಜೀವಂತವಿರಿಸುತ್ತಿದೆ" ಎಂದು ಆರೋಪಿಸಿದರು. "ಅಮಿತ್ ಶಾ ಅವರು ಚುನಾವಣಾ ಪ್ರಚಾರ ಸಭೆಗಳಲ್ಲಿ ಕಾಂಗ್ರೆಸ್ ಕುರಿತು ಸುಳ್ಳು ಮಾಹಿತಿ ಹರಡುತ್ತಿದ್ದಾರೆ.: [445, 402, 769, 539]
- maharashtra-photo-box: [78, 1510, 523, 1764]
- paragraph: ಭಾರಿ ಮಳೆ/ಪ್ರವಾಹದಿಂದ ಯಾವುದೇ ಅಹಿತಕರ ಘಟನೆಯಾಗದಂತೆ ಮಳೆ ನೀರಿನಿಂದ ಹಾನಿಗೊಳಗಾಗುವ ಗ್ರಾಮಗಳಲ್ಲಿ ಡಂಗುರ ಸಾರಿಸಬೇಕು ಹಾಗೂ ಮೈಕ್ ಮೂಲಕ ಜಾಗೃತಿ ಮೂಡಿಸಬೇಕು. ನಿರಂತರ ಮಳೆಯಿಂದ ಅಪಾಯವಿರುವ: [79, 907, 308, 977]
- children-col2: [1035, 923, 1462, 1174]
- tagline: 41ನೇ ವರ್ಷದಲ್ಲಿ ಮುನ್ನಡೆಯುತ್ತಿರುವ ವಿಚಾರಾತ್ಮಕ ಗ್ರಾಮೀಣ ನಿರ್ಭೀತ ದೈನಿಕ: [576, 54, 1045, 75]
- contact-block: [1225, 227, 1465, 281]
- subscription-row: [1200, 181, 1463, 202]
- top-story-headline: 370ನೇ ವಿಧಿ ಮರುಸ್ಥಾಪಿಸುವುದಾಗಿ ಕಾಂಗ್ರೆಸ್‌ನಲ್ಲಿ ಯಾರು ಹೇಳಿದ್ದಾರೆ ಅಮಿತ್ ಶಾ ಸುಳ್ಳು ಹೇಳುತ್ತಿದ್ದಾರೆ - ಖರ್ಗೆ: [454, 355, 760, 397]
